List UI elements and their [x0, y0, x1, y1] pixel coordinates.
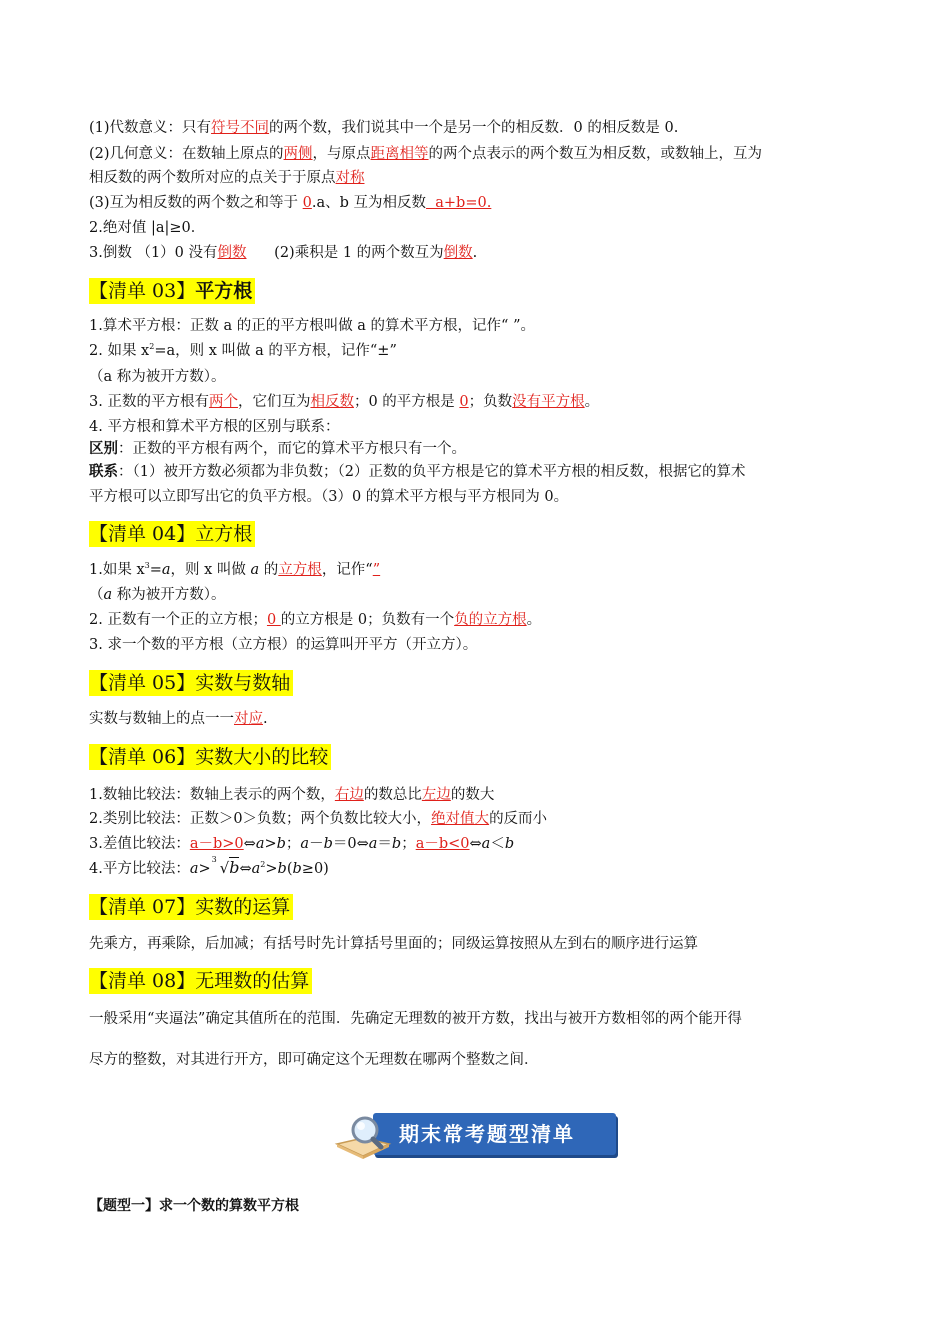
text-line	[89, 635, 477, 655]
answer-text: 左边	[421, 787, 451, 803]
variable: a	[255, 836, 265, 852]
text-line	[89, 610, 541, 630]
text: 2. 正数有一个正的立方根；	[89, 612, 267, 628]
question-type-heading: 【题型一】求一个数的算数平方根	[89, 1198, 299, 1214]
heading-title: 实数大小的比较	[195, 746, 329, 768]
text: =a，则 x 叫做 a 的平方根，记作“±”	[154, 343, 397, 359]
variable: b	[276, 836, 286, 852]
text: ：（1）被开方数必须都为非负数；（2）正数的负平方根是它的算术平方根的相反数，根据它的算术	[118, 464, 746, 480]
answer-text: 0	[266, 612, 281, 628]
answer-text: 对应	[234, 711, 263, 727]
text: 2. 如果 x	[89, 343, 150, 359]
text-line	[89, 144, 762, 164]
text: 3.倒数 （1）0 没有	[89, 245, 218, 261]
superscript: 3	[144, 561, 150, 570]
text: 4. 平方根和算术平方根的区别与联系：	[89, 419, 340, 435]
text: 尽方的整数，对其进行开方，即可确定这个无理数在哪两个整数之间．	[89, 1052, 539, 1068]
text: >	[265, 861, 278, 877]
variable: a	[250, 562, 260, 578]
text: (	[286, 861, 293, 877]
text-line	[89, 392, 599, 412]
text-line	[89, 855, 329, 879]
text: 2.绝对值 |a|≥0．	[89, 220, 206, 236]
text-line	[89, 462, 745, 482]
heading-label: 【清单 03】	[89, 280, 196, 302]
text-line	[89, 1009, 742, 1029]
heading-title: 无理数的估算	[195, 970, 310, 992]
text-line	[89, 417, 339, 437]
variable: b	[277, 861, 287, 877]
answer-text: a－b>0	[189, 836, 244, 852]
heading-title: 立方根	[195, 523, 253, 545]
variable: b	[504, 836, 515, 852]
superscript: 2	[260, 860, 266, 869]
answer-text: 相反数	[310, 394, 354, 410]
text: ；0 的平方根是	[353, 394, 460, 410]
answer-text: 负的立方根	[454, 612, 527, 628]
variable: a	[481, 836, 491, 852]
heading-label: 【清单 05】	[89, 672, 196, 694]
cube-root: 3 √b	[211, 855, 240, 877]
text: ＜	[490, 836, 505, 852]
section-heading	[89, 521, 255, 547]
text: 3. 求一个数的平方根（立方根）的运算叫开平方（开立方）。	[89, 637, 478, 653]
text: ，则 x 叫做	[170, 562, 251, 578]
text: （	[89, 587, 104, 603]
text: ⇔	[243, 836, 256, 852]
text: －	[309, 836, 324, 852]
text-line	[89, 168, 365, 188]
magnifier-book-icon	[333, 1114, 399, 1164]
text-line	[89, 809, 547, 829]
answer-text: 对称	[335, 170, 365, 186]
text: 。	[584, 394, 600, 410]
text: 1.数轴比较法：数轴上表示的两个数，	[89, 787, 335, 803]
text: 。	[526, 612, 542, 628]
answer-text: 没有平方根	[512, 394, 585, 410]
bold-label: 联系	[89, 463, 118, 480]
text: (2)几何意义：在数轴上原点的	[89, 146, 284, 162]
heading-title: 平方根	[195, 280, 253, 302]
variable: a	[103, 587, 113, 603]
text-line	[89, 118, 678, 138]
text: （a 称为被开方数）。	[89, 369, 226, 385]
text: (1)代数意义：只有	[89, 120, 212, 136]
section-heading	[89, 278, 255, 304]
bold-label: 区别	[89, 440, 118, 457]
answer-text: a+b=0.	[426, 195, 492, 211]
text: ；	[285, 836, 301, 852]
text-line	[89, 934, 698, 954]
text-line	[89, 367, 226, 387]
text: ，记作“	[321, 562, 373, 578]
variable: b	[292, 861, 302, 877]
text: ⇔	[469, 836, 482, 852]
text: ＝0⇔	[332, 836, 369, 852]
text: 的立方根是 0；负数有一个	[280, 612, 455, 628]
text: (2)乘积是 1 的两个数互为	[246, 245, 444, 261]
text-line	[89, 439, 466, 459]
heading-label: 【清单 06】	[89, 746, 196, 768]
heading-title: 实数与数轴	[195, 672, 291, 694]
text-line	[89, 709, 268, 729]
text: 的两个点表示的两个数互为相反数，或数轴上，互为	[428, 146, 763, 162]
answer-text: 右边	[334, 787, 364, 803]
heading-label: 【清单 08】	[89, 970, 196, 992]
section-heading	[89, 894, 293, 920]
answer-text: 倒数	[443, 245, 473, 261]
variable: a	[300, 836, 310, 852]
variable: a	[189, 861, 199, 877]
text: 3. 正数的平方根有	[89, 394, 209, 410]
text: >	[264, 836, 277, 852]
section-heading	[89, 968, 312, 994]
text: 3.差值比较法：	[89, 836, 190, 852]
variable: a	[368, 836, 378, 852]
text-line	[89, 193, 491, 213]
text: 2.类别比较法：正数＞0＞负数；两个负数比较大小，	[89, 811, 432, 827]
answer-text: 立方根	[278, 562, 322, 578]
radical-sign: √	[219, 859, 230, 877]
answer-text: 绝对值大	[431, 811, 490, 827]
text: ；	[401, 836, 416, 852]
text: ＝	[377, 836, 392, 852]
answer-text: 两个	[208, 394, 238, 410]
variable: b	[391, 836, 402, 852]
text: ，与原点	[312, 146, 371, 162]
banner-title: 期末常考题型清单	[399, 1122, 575, 1146]
section-heading	[89, 670, 293, 696]
text-line	[89, 1050, 539, 1070]
variable: a	[161, 562, 171, 578]
answer-text: 0	[459, 394, 469, 410]
text: (3)互为相反数的两个数之和等于	[89, 195, 303, 211]
text: .	[472, 245, 478, 261]
answer-text: 距离相等	[370, 146, 429, 162]
text-line	[89, 243, 477, 263]
section-banner	[333, 1110, 616, 1160]
text: 的两个数，我们说其中一个是另一个的相反数．0 的相反数是 0.	[269, 120, 679, 136]
text: 相反数的两个数所对应的点关于于原点	[89, 170, 336, 186]
text: 平方根可以立即写出它的负平方根。（3）0 的算术平方根与平方根同为 0。	[89, 489, 569, 505]
text: ⇔	[239, 861, 252, 877]
text-line	[89, 834, 514, 854]
heading-label: 【清单 04】	[89, 523, 196, 545]
text: ，它们互为	[237, 394, 311, 410]
text: >	[198, 861, 211, 877]
superscript: 2	[149, 342, 155, 351]
text: 4.平方比较法：	[89, 861, 190, 877]
text: 的	[259, 562, 279, 578]
text: 的反而小	[489, 811, 548, 827]
section-heading	[89, 744, 331, 770]
answer-text: a－b<0	[415, 836, 470, 852]
heading-label: 【清单 07】	[89, 896, 196, 918]
text: 1.算术平方根：正数 a 的正的平方根叫做 a 的算术平方根，记作“ ”。	[89, 318, 535, 334]
variable: b	[323, 836, 333, 852]
answer-text: 倒数	[217, 245, 247, 261]
text: 1.如果 x	[89, 562, 145, 578]
text-line	[89, 341, 397, 361]
text: 称为被开方数）。	[112, 587, 226, 603]
answer-text: ”	[372, 562, 381, 578]
variable: b	[229, 858, 240, 877]
text-line	[89, 316, 535, 336]
text-line	[89, 785, 494, 805]
text: .	[263, 711, 268, 727]
text: 的数大	[450, 787, 495, 803]
text: ≥0)	[301, 861, 329, 877]
text: =	[149, 562, 162, 578]
text-line	[89, 218, 205, 238]
text: .a、b 互为相反数	[311, 195, 427, 211]
answer-text: 两侧	[283, 146, 313, 162]
text: 先乘方，再乘除，后加减；有括号时先计算括号里面的；同级运算按照从左到右的顺序进行运算	[89, 936, 698, 952]
answer-text: 符号不同	[211, 120, 270, 136]
heading-title: 实数的运算	[195, 896, 291, 918]
text: 的数总比	[363, 787, 422, 803]
text: ：正数的平方根有两个，而它的算术平方根只有一个。	[118, 441, 466, 457]
text: 实数与数轴上的点一一	[89, 711, 234, 727]
variable: a	[251, 861, 261, 877]
text-line	[89, 487, 568, 507]
text-line	[89, 585, 226, 605]
text-line	[89, 560, 380, 580]
answer-text: 0	[302, 195, 312, 211]
text: 一般采用“夹逼法”确定其值所在的范围．先确定无理数的被开方数，找出与被开方数相邻的两个能开得	[89, 1011, 742, 1027]
text: ；负数	[468, 394, 513, 410]
